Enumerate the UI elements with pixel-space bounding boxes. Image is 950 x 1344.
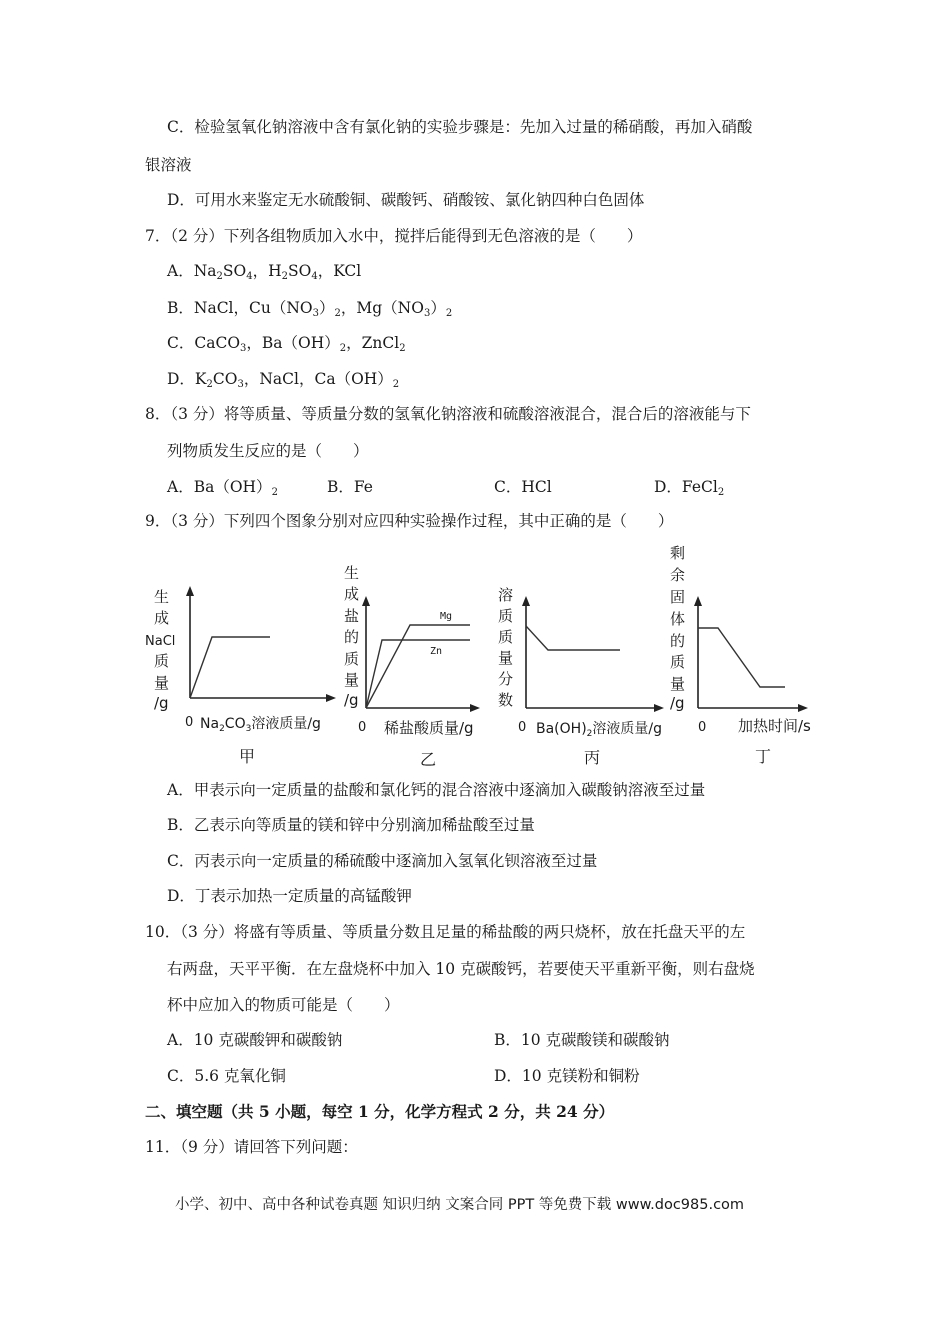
graph-yi-label-zn: Zn [430,646,443,657]
q9-option-d: D．丁表示加热一定质量的高锰酸钾 [167,887,412,905]
page-footer: 小学、初中、高中各种试卷真题 知识归纳 文案合同 PPT 等免费下载 www.doc985.com [175,1197,745,1213]
graph-ding-ylabel-8: /g [670,694,685,712]
graph-ding-origin: 0 [698,720,707,735]
q10-option-a: A．10 克碳酸钾和碳酸钠 [167,1031,343,1049]
graph-bing-ylabel-6: 数 [498,691,514,709]
graph-jia-xlabel: $Na_2CO_3$溶液质量/g [200,716,321,734]
graph-ding-xlabel: 加热时间/s [738,717,811,735]
graph-bing-ylabel-5: 分 [498,670,514,688]
graph-jia-ylabel-1: 生 [154,588,170,606]
graph-jia-curve [190,637,270,698]
graph-ding-y-arrow [694,596,702,606]
q7-option-b: B．NaCl，$Cu(NO_3)_2$，$Mg(NO_3)_2$ [167,299,453,319]
graph-yi-ylabel-4: 的 [344,628,360,646]
graph-bing-name: 丙 [584,748,601,767]
q8-option-c: C．HCl [494,478,552,496]
graph-ding-curve [698,628,785,687]
graph-jia-ylabel-2: 成 [154,609,170,627]
graph-jia-name: 甲 [239,747,256,766]
q9-graphs-svg [140,540,830,780]
q7-option-c: C．CaCO$_3$，$Ba(OH)_2$，ZnCl$_2$ [167,334,406,354]
graph-yi-curve-mg [366,625,470,708]
graph-jia-ylabel-6: /g [154,694,169,712]
graph-yi-y-arrow [362,596,370,606]
q7-option-d: D．$K_2CO_3$，NaCl，$Ca(OH)_2$ [167,370,400,390]
graph-ding-ylabel-6: 质 [670,653,686,671]
graph-jia-x-arrow [326,694,336,702]
graph-yi-ylabel-2: 成 [344,585,360,603]
q8-stem-line2: 列物质发生反应的是（ ） [167,442,369,460]
q11-stem: 11．（9 分）请回答下列问题： [145,1138,358,1156]
q10-option-b: B．10 克碳酸镁和碳酸钠 [494,1031,670,1049]
graph-yi-xlabel: 稀盐酸质量/g [384,719,474,737]
graph-jia-ylabel-4: 质 [154,652,170,670]
graph-jia-ylabel-3: NaCl [145,634,176,649]
graph-bing-ylabel-2: 质 [498,607,514,625]
graph-ding-ylabel-3: 固 [670,588,686,606]
q8-option-b: B．Fe [327,478,373,496]
q9-stem: 9．（3 分）下列四个图象分别对应四种实验操作过程，其中正确的是（ ） [145,512,674,530]
graph-ding [670,544,811,766]
graph-bing-origin: 0 [518,720,527,735]
q7-option-a: A．$Na_2SO_4$，$H_2SO_4$，KCl [167,262,362,282]
q10-option-d: D．10 克镁粉和铜粉 [494,1067,640,1085]
graph-yi-name: 乙 [420,750,437,769]
graph-yi [344,564,480,769]
q9-option-b: B．乙表示向等质量的镁和锌中分别滴加稀盐酸至过量 [167,816,535,834]
q6-option-c-line1: C．检验氢氧化钠溶液中含有氯化钠的实验步骤是：先加入过量的稀硝酸，再加入硝酸 [167,118,753,136]
q6-option-d: D．可用水来鉴定无水硫酸铜、碳酸钙、硝酸铵、氯化钠四种白色固体 [167,191,645,209]
graph-bing-x-arrow [654,704,664,712]
q6-option-c-line2: 银溶液 [145,156,192,174]
graph-jia-origin: 0 [185,715,194,730]
graph-yi-ylabel-5: 质 [344,650,360,668]
graph-jia-ylabel-5: 量 [154,674,170,692]
graph-jia [145,586,336,766]
graph-yi-ylabel-3: 盐 [344,607,360,625]
q7-stem: 7．（2 分）下列各组物质加入水中，搅拌后能得到无色溶液的是（ ） [145,227,643,245]
graph-ding-x-arrow [798,704,808,712]
graph-yi-ylabel-6: 量 [344,671,360,689]
q9-option-a: A．甲表示向一定质量的盐酸和氯化钙的混合溶液中逐滴加入碳酸钠溶液至过量 [167,781,706,799]
graph-ding-ylabel-1: 剩 [670,544,686,562]
graph-bing-ylabel-1: 溶 [498,586,514,604]
q9-graphs-figure [140,540,830,780]
graph-yi-curve-zn [366,640,470,708]
q8-stem-line1: 8．（3 分）将等质量、等质量分数的氢氧化钠溶液和硫酸溶液混合，混合后的溶液能与下 [145,405,751,423]
q9-option-c: C．丙表示向一定质量的稀硫酸中逐滴加入氢氧化钡溶液至过量 [167,852,598,870]
graph-ding-ylabel-7: 量 [670,675,686,693]
graph-bing-curve [526,626,620,650]
graph-yi-ylabel-1: 生 [344,564,360,582]
graph-ding-ylabel-2: 余 [670,566,686,584]
graph-ding-name: 丁 [755,747,772,766]
graph-yi-ylabel-7: /g [344,691,359,709]
q10-stem-line3: 杯中应加入的物质可能是（ ） [167,996,400,1014]
graph-bing [498,586,664,767]
graph-ding-ylabel-4: 体 [670,610,686,628]
q8-option-a: A．$Ba(OH)_2$ [167,478,278,498]
q8-option-d: D．FeCl$_2$ [654,478,725,498]
graph-yi-origin: 0 [358,720,367,735]
section-2-heading: 二、填空题（共 5 小题，每空 1 分，化学方程式 2 分，共 24 分） [145,1102,615,1121]
graph-bing-y-arrow [522,596,530,606]
q10-stem-line1: 10．（3 分）将盛有等质量、等质量分数且足量的稀盐酸的两只烧杯，放在托盘天平的左 [145,923,746,941]
graph-bing-ylabel-4: 量 [498,649,514,667]
graph-bing-ylabel-3: 质 [498,628,514,646]
q10-option-c: C．5.6 克氧化铜 [167,1067,286,1085]
graph-yi-x-arrow [470,704,480,712]
graph-bing-xlabel: $Ba(OH)_2$溶液质量/g [536,721,662,739]
graph-ding-ylabel-5: 的 [670,632,686,650]
graph-yi-label-mg: Mg [440,611,453,622]
graph-jia-y-arrow [186,586,194,596]
q10-stem-line2: 右两盘，天平平衡．在左盘烧杯中加入 10 克碳酸钙，若要使天平重新平衡，则右盘烧 [167,960,755,978]
